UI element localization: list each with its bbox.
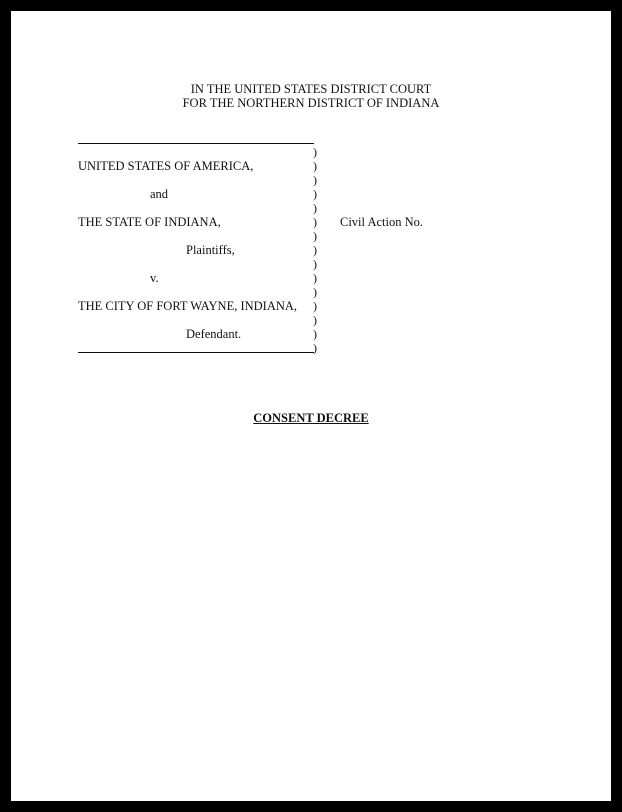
civil-action-number: Civil Action No.: [340, 215, 423, 229]
document-title: CONSENT DECREE: [253, 411, 369, 425]
caption-paren: ): [313, 243, 317, 257]
caption-paren: ): [313, 187, 317, 201]
caption-paren: ): [313, 313, 317, 327]
document-page: [11, 11, 611, 801]
caption-paren: ): [313, 285, 317, 299]
defendant-label: Defendant.: [186, 327, 242, 341]
court-name-line-2: FOR THE NORTHERN DISTRICT OF INDIANA: [182, 96, 440, 110]
caption-paren: ): [313, 159, 317, 173]
plaintiff-united-states: UNITED STATES OF AMERICA,: [78, 159, 254, 173]
caption-paren: ): [313, 173, 317, 187]
caption-top-rule: [78, 143, 314, 144]
caption-paren: ): [313, 145, 317, 159]
plaintiffs-label: Plaintiffs,: [186, 243, 235, 257]
defendant-city-of-fort-wayne: THE CITY OF FORT WAYNE, INDIANA,: [78, 299, 298, 313]
caption-paren: ): [313, 327, 317, 341]
caption-paren: ): [313, 257, 317, 271]
caption-paren: ): [313, 215, 317, 229]
caption-bottom-rule: [78, 352, 314, 353]
caption-paren: ): [313, 201, 317, 215]
court-name-line-1: IN THE UNITED STATES DISTRICT COURT: [190, 82, 432, 96]
caption-paren: ): [313, 229, 317, 243]
caption-paren: ): [313, 299, 317, 313]
plaintiff-state-of-indiana: THE STATE OF INDIANA,: [78, 215, 221, 229]
caption-paren: ): [313, 341, 317, 355]
caption-and: and: [150, 187, 169, 201]
caption-paren: ): [313, 271, 317, 285]
caption-versus: v.: [150, 271, 159, 285]
